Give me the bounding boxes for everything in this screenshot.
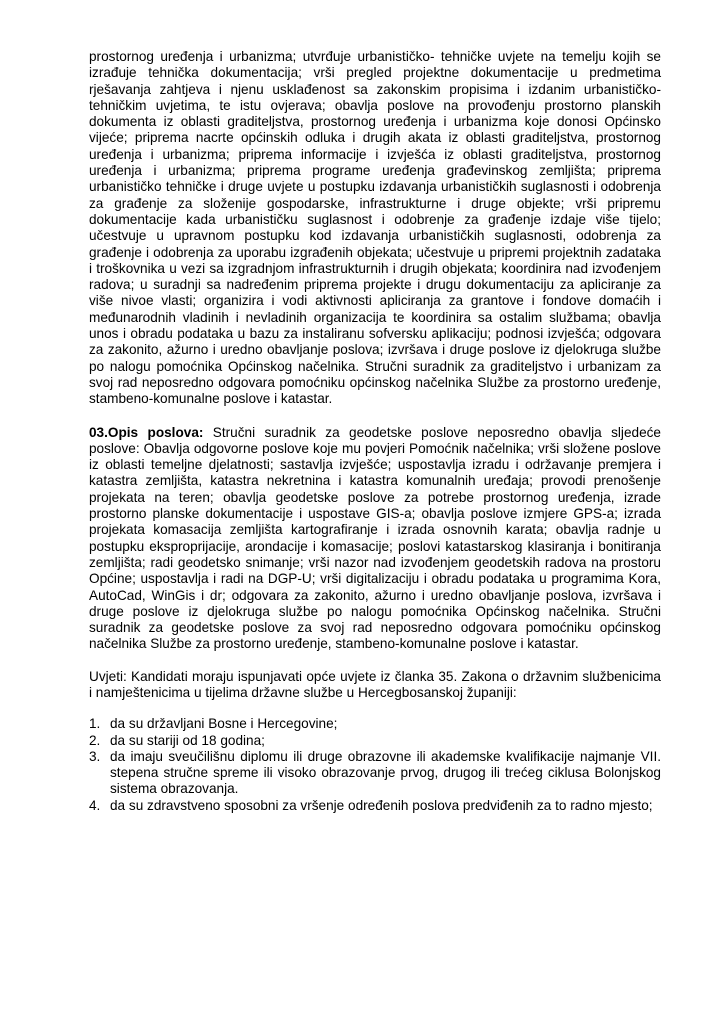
conditions-list	[89, 716, 661, 814]
section-03-heading: 03.Opis poslova:	[89, 424, 204, 440]
section-03-text: Stručni suradnik za geodetske poslove neposredno obavlja sljedeće poslove: Obavlja odgovorne poslove koje mu povjeri Pomoćnik načelnika; vrši složene poslove iz oblasti temeljne djelatnosti; sastavlja izvješće; uspostavlja izradu i održavanje premjera i katastra zemljišta, katastra nekretnina i katastra komunalnih uređaja; provodi prenošenje projekata na teren; obavlja geodetske poslove za potrebe prostornog uređenja, izrade prostorno planske dokumentacije i uspostave GIS-a; obavlja poslove izmjere GPS-a; izrada projekata komasacija zemljišta kartografiranje i izrada osnovnih karata; obavlja radnje u postupku eksproprijacije, arondacije i komasacije; poslovi katastarskog klasiranja i bonitiranja zemljišta; radi geodetsko snimanje; vrši nazor nad izvođenjem geodetskih radova na prostoru Općine; uspostavlja i radi na DGP-U; vrši digitalizaciju i obradu podataka u programima Kora, AutoCad, WinGis i dr; odgovara za zakonito, ažurno i uredno obavljanje poslova, izvršava i druge poslove iz djelokruga službe po nalogu pomoćnika Općinskog načelnika. Stručni suradnik za geodetske poslove za svoj rad neposredno odgovara pomoćniku općinskog načelnika Službe za prostorno uređenje, stambeno-komunalne poslove i katastar.	[89, 424, 661, 652]
list-item-text: da su zdravstveno sposobni za vršenje određenih poslova predviđenih za to radno mjesto;	[110, 797, 653, 813]
list-item	[89, 716, 661, 732]
list-item-number: 1.	[89, 716, 101, 732]
list-item-number: 3.	[89, 748, 101, 764]
list-item-text: da su stariji od 18 godina;	[110, 732, 265, 748]
list-item-number: 4.	[89, 797, 101, 813]
list-item	[89, 749, 661, 798]
list-item-text: da imaju sveučilišnu diplomu ili druge obrazovne ili akademske kvalifikacije najmanje VII. stepena stručne spreme ili visoko obrazovanje prvog, drugog ili trećeg ciklusa Bolonjskog sistema obrazovanja.	[110, 748, 661, 797]
list-item-number: 2.	[89, 732, 101, 748]
list-item-text: da su državljani Bosne i Hercegovine;	[110, 716, 338, 732]
conditions-intro: Uvjeti: Kandidati moraju ispunjavati opće uvjete iz članka 35. Zakona o državnim službenicima i namještenicima u tijelima državne službe u Hercegbosanskoj županiji:	[89, 668, 661, 700]
list-item	[89, 733, 661, 749]
section-03-paragraph	[89, 425, 661, 653]
job-description-paragraph: prostornog uređenja i urbanizma; utvrđuje urbanističko- tehničke uvjete na temelju kojih se izrađuje tehnička dokumentacija; vrši pregled projektne dokumentacije u predmetima rješavanja zahtjeva i njenu usklađenost sa zakonskim propisima i izdanim urbanističko-tehničkim uvjetima, te istu ovjerava; obavlja poslove na provođenju prostorno planskih dokumenta iz oblasti graditeljstva, prostornog uređenja i urbanizma koje donosi Općinsko vijeće; pripremа nacrte općinskih odluka i drugih akata iz oblasti graditeljstva, prostornog uređenja i urbanizma; priprema informacije i izvješća iz oblasti graditeljstva, prostornog uređenja i urbanizma; priprema programe uređenja građevinskog zemljišta; priprema urbanističko tehničke i druge uvjete u postupku izdavanja urbanističkih suglasnosti i odobrenja za građenje za složenije gospodarske, infrastrukturne i druge objekte; vrši pripremu dokumentacije kada urbanističku suglasnost i odobrenje za građenje izdaje više tijelo; učestvuje u upravnom postupku kod izdavanja urbanističkih suglasnosti, odobrenja za građenje i odobrenja za uporabu izgrađenih objekata; učestvuje u pripremi projektnih zadataka i troškovnika u vezi sa izgradnjom infrastrukturnih i drugih objekata; koordinira nad izvođenjem radova; u suradnji sa nadređenim priprema projekte i drugu dokumentaciju za apliciranje za više nivoe vlasti; organizira i vodi aktivnosti apliciranja za grantove i fondove domaćih i međunarodnih vladinih i nevladinih organizacija te koordinira sa ostalim službama; obavlja unos i obradu podataka u bazu za instaliranu sofversku aplikaciju; podnosi izvješća; odgovara za zakonito, ažurno i uredno obavljanje poslova; izvršava i druge poslove iz djelokruga službe po nalogu pomoćnika Općinskog načelnika. Stručni suradnik za graditeljstvo i urbanizam za svoj rad neposredno odgovara pomoćniku općinskog načelnika Službe za prostorno uređenje, stambeno-komunalne poslove i katastar.	[89, 49, 661, 407]
list-item	[89, 798, 661, 814]
